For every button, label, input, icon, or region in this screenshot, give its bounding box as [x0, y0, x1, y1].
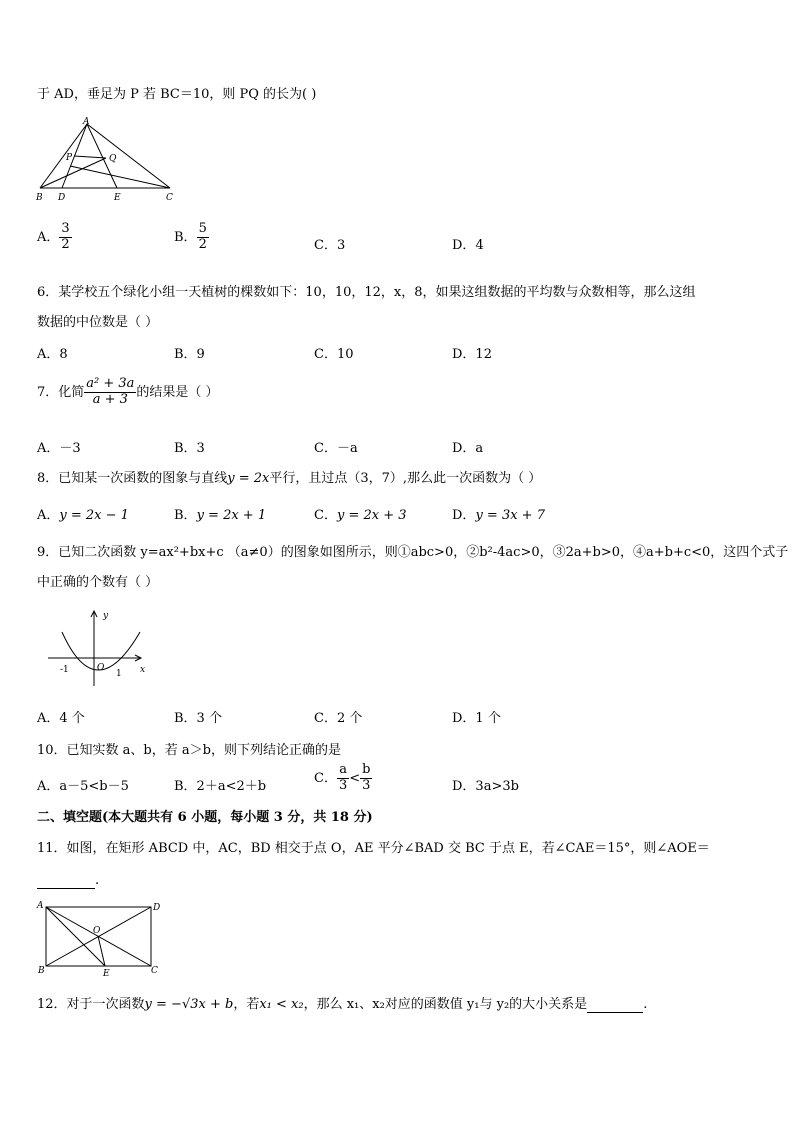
q11-label-D: D: [153, 903, 161, 913]
q5-label-C: C: [166, 193, 173, 203]
q5-option-c[interactable]: C．3: [314, 238, 346, 253]
q5-label-E: E: [114, 193, 121, 203]
q9-stem-line1: 9．已知二次函数 y=ax²+bx+c （a≠0）的图象如图所示，则①abc>0，②b²-4ac>0，③2a+b>0，④a+b+c<0，这四个式子: [37, 545, 789, 560]
q11-label-C: C: [151, 966, 158, 976]
q6-stem-line2: 数据的中位数是（ ）: [37, 315, 159, 330]
q7-stem: 7．化简 $\frac{\text{a² + 3a}}{a + 3}$ 的结果是（ ）: [37, 376, 219, 407]
q5-option-a[interactable]: A． $\frac{3}{2}$: [37, 221, 70, 252]
q6-option-a[interactable]: A．8: [37, 347, 68, 362]
q9-stem-line2: 中正确的个数有（ ）: [37, 575, 159, 590]
q12-stem: 12．对于一次函数y = −√3x + b，若x₁ < x₂，那么 x₁、x₂对应的函数值 y₁与 y₂的大小关系是 .: [37, 997, 648, 1012]
q6-option-b[interactable]: B．9: [174, 347, 205, 362]
section-2-heading: 二、填空题(本大题共有 6 小题，每小题 3 分，共 18 分): [37, 810, 373, 825]
q5-label-B: B: [36, 193, 43, 203]
q8-stem: 8．已知某一次函数的图象与直线y = 2x平行，且过点（3，7）,那么此一次函数为（ ）: [37, 471, 542, 486]
q12-answer-blank[interactable]: [587, 997, 643, 1013]
q5-label-P: P: [66, 153, 73, 163]
q10-stem: 10．已知实数 a、b，若 a＞b，则下列结论正确的是: [37, 743, 341, 758]
q11-label-A: A: [37, 901, 44, 911]
q5-option-d[interactable]: D．4: [452, 238, 484, 253]
q5-triangle-figure: [34, 116, 184, 204]
q7-option-c[interactable]: C．－a: [314, 441, 358, 456]
q11-rectangle-figure: [34, 898, 170, 978]
q5-option-a-fraction: $\frac{3}{2}$: [61, 221, 70, 252]
q11-label-E: E: [103, 969, 110, 978]
q10-option-a[interactable]: A．a－5<b－5: [37, 779, 129, 794]
q7-option-a[interactable]: A．－3: [37, 441, 81, 456]
q9-label-minus-one: -1: [60, 665, 69, 675]
q7-option-b[interactable]: B．3: [174, 441, 205, 456]
q8-option-a[interactable]: A．y = 2x − 1: [37, 508, 129, 523]
q10-option-b[interactable]: B．2＋a<2＋b: [174, 779, 267, 794]
q10-option-d[interactable]: D．3a>3b: [452, 779, 519, 794]
q11-line-AE: [46, 907, 105, 966]
q10-option-c[interactable]: C． $\frac{a}{3}$ < $\frac{b}{3}$: [314, 762, 371, 793]
q5-label-D: D: [58, 193, 66, 203]
q11-line-OE: [98, 936, 105, 966]
q5-option-b-fraction: $\frac{5}{2}$: [198, 221, 207, 252]
q6-option-d[interactable]: D．12: [452, 347, 492, 362]
q8-option-d[interactable]: D．y = 3x + 7: [452, 508, 545, 523]
q9-option-a[interactable]: A．4 个: [37, 711, 85, 726]
q5-line-PQ: [74, 156, 106, 158]
q5-line-BQ: [40, 158, 106, 188]
q9-option-b[interactable]: B．3 个: [174, 711, 222, 726]
q11-label-B: B: [38, 966, 45, 976]
q9-option-c[interactable]: C．2 个: [314, 711, 363, 726]
q8-option-b[interactable]: B．y = 2x + 1: [174, 508, 267, 523]
q5-option-b[interactable]: B． $\frac{5}{2}$: [174, 221, 207, 252]
q9-parabola-figure: [44, 606, 156, 690]
q11-stem-line1: 11．如图，在矩形 ABCD 中，AC，BD 相交于点 O，AE 平分∠BAD 交 BC 于点 E，若∠CAE＝15°，则∠AOE＝: [37, 841, 710, 856]
q11-answer-line[interactable]: .: [37, 873, 99, 889]
q5-label-A: A: [83, 117, 90, 127]
q8-option-c[interactable]: C．y = 2x + 3: [314, 508, 407, 523]
q9-label-y: y: [103, 611, 109, 621]
q9-label-x: x: [140, 665, 146, 675]
q7-option-d[interactable]: D．a: [452, 441, 484, 456]
q9-option-d[interactable]: D．1 个: [452, 711, 501, 726]
q9-label-origin: O: [97, 663, 105, 673]
q6-stem-line1: 6．某学校五个绿化小组一天植树的棵数如下：10，10，12，x，8，如果这组数据的平均数与众数相等，那么这组: [37, 285, 696, 300]
q7-fraction: $\frac{\text{a² + 3a}}{a + 3}$: [86, 376, 135, 407]
q5-stem-tail: 于 AD，垂足为 P 若 BC＝10，则 PQ 的长为( ): [37, 87, 317, 102]
q11-label-O: O: [93, 926, 101, 936]
q6-option-c[interactable]: C．10: [314, 347, 354, 362]
q11-answer-blank[interactable]: [37, 873, 95, 889]
q9-label-one: 1: [116, 669, 122, 679]
q5-label-Q: Q: [109, 154, 117, 164]
